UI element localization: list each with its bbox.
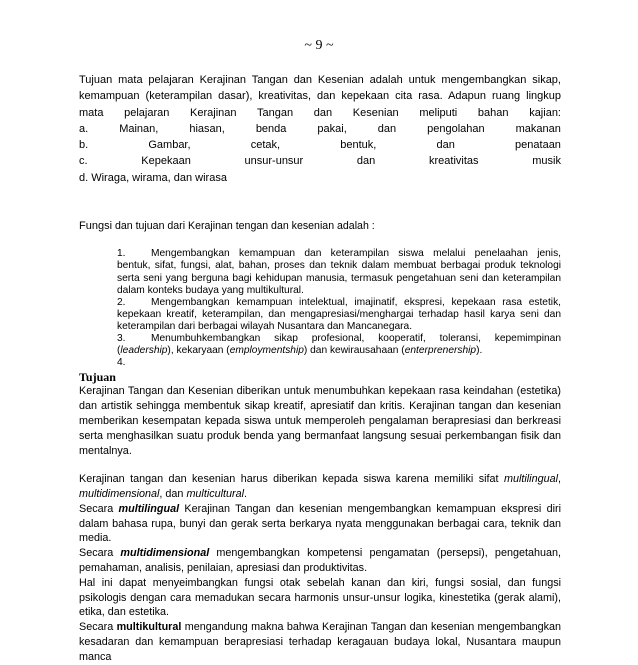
- text-run: Kerajinan Tangan dan kesenian mengembangkan kemampuan ekspresi diri dalam bahasa rupa, bunyi dan gerak serta berkarya nyata menggunakan berbagai cara, teknik dan media.: [79, 502, 561, 545]
- list-item: [117, 333, 561, 357]
- list-item-rest: [117, 345, 561, 357]
- text-run-italic: multicultural: [186, 488, 245, 501]
- text-run: (: [117, 345, 121, 357]
- text-run: mengandung makna bahwa Kerajinan Tangan dan kesenian mengembangkan kesadaran dan kemampuan berapresiasi terhadap keragauan budaya lokal, Nusantara maupun manca: [79, 621, 561, 663]
- item-marker: b.: [79, 139, 89, 152]
- item-word: unsur-unsur: [244, 155, 304, 168]
- tujuan-paragraph-3: [79, 502, 561, 546]
- page-content: [79, 72, 561, 665]
- tujuan-paragraph-6: [79, 620, 561, 664]
- item-word: makanan: [515, 122, 561, 135]
- text-run: .: [244, 488, 248, 501]
- text-run-italic: leadership: [120, 345, 168, 357]
- spacer: [79, 234, 561, 248]
- item-word: Gambar,: [148, 139, 191, 152]
- text-run-italic: multidimensional: [79, 488, 160, 501]
- text-run: Kerajinan tangan dan kesenian harus diberikan kepada siswa karena memiliki sifat: [79, 473, 504, 486]
- item-marker: c.: [79, 155, 88, 168]
- list-item-first-line: Mengembangkan kemampuan dan keterampilan siswa melalui penelaahan jenis,: [151, 248, 561, 260]
- item-word: hiasan,: [189, 122, 225, 135]
- list-number: 2.: [117, 296, 126, 308]
- text-run: ,: [558, 473, 561, 486]
- text-run: ).: [476, 345, 483, 357]
- text-run: mengembangkan kompetensi pengamatan (persepsi), pengetahuan, pemahaman, analisis, penilaian, apresiasi dan produktivitas.: [79, 547, 561, 575]
- list-number: 1.: [117, 248, 126, 260]
- item-word: pengolahan: [427, 122, 485, 135]
- text-run: Secara: [79, 502, 119, 515]
- list-item: [117, 248, 561, 296]
- item-word: benda: [255, 122, 287, 135]
- text-run-italic: enterprenership: [404, 345, 477, 357]
- list-item-rest: bentuk, sifat, fungsi, alat, bahan, proses dan teknik dalam membuat berbagai produk teknologi serta seni yang berguna bagi kehidupan manusia, termasuk pengetahuan seni dan keterampilan dalam konteks budaya yang multikultural.: [117, 260, 561, 296]
- item-word: pakai,: [317, 122, 347, 135]
- list-item-rest: kepekaan kreatif, keterampilan, dan mengapresiasi/menghargai terhadap hasil karya seni dan keterampilan dari berbagai wilayah Nusantara dan Mancanegara.: [117, 308, 561, 332]
- spacer: [79, 186, 561, 218]
- text-run: ), kekaryaan (: [167, 345, 230, 357]
- tujuan-paragraph-1: Kerajinan Tangan dan Kesenian diberikan untuk menumbuhkan kepekaan rasa keindahan (estetika) dan artistik sehingga membentuk sikap kreatif, apresiatif dan kritis. Kerajinan tangan dan kesenian memberikan kesempatan kepada siswa untuk memperoleh pengalaman berapresiasi dan berkreasi serta menghasilkan suatu produk benda yang bermanfaat langsung sesuai perkembangan fisik dan mentalnya.: [79, 385, 561, 457]
- tujuan-paragraph-2: [79, 472, 561, 502]
- text-run: , dan: [159, 488, 187, 501]
- intro-line-2: kemampuan (keterampilan dasar), kreativitas, dan kepekaan cita rasa. Adapun ruang lingkup: [79, 90, 561, 103]
- item-word: bentuk,: [340, 139, 377, 152]
- item-word: cetak,: [250, 139, 281, 152]
- item-word: dan: [436, 139, 455, 152]
- text-run: Secara: [79, 547, 121, 560]
- item-word: dan: [356, 155, 376, 168]
- item-marker: a.: [79, 122, 89, 135]
- fungsi-label: Fungsi: [79, 220, 113, 233]
- list-item: [117, 297, 561, 333]
- item-word: penataan: [515, 139, 561, 152]
- item-word: dan: [377, 122, 397, 135]
- intro-line-1: Tujuan mata pelajaran Kerajinan Tangan dan Kesenian adalah untuk mengembangkan sikap,: [79, 74, 561, 86]
- text-run-bold-italic: multidimensional: [120, 547, 210, 560]
- item-word: kreativitas: [428, 155, 479, 168]
- scope-item-a: [79, 121, 561, 137]
- text-run-bold-italic: multilingual: [118, 502, 180, 515]
- intro-line-3: mata pelajaran Kerajinan Tangan dan Kesenian meliputi bahan kajian:: [79, 106, 561, 119]
- fungsi-text: dan tujuan dari Kerajinan tengan dan kesenian adalah :: [112, 220, 375, 233]
- text-run: Secara: [79, 621, 117, 634]
- scope-item-c: [79, 153, 561, 169]
- list-item-first-line: Menumbuhkembangkan sikap profesional, kooperatif, toleransi, kepemimpinan: [151, 333, 561, 345]
- list-item: [117, 357, 561, 369]
- text-run: ) dan kewirausahaan (: [303, 345, 405, 357]
- item-word: Mainan,: [119, 122, 159, 135]
- tujuan-paragraph-5: Hal ini dapat menyeimbangkan fungsi otak sebelah kanan dan kiri, fungsi sosial, dan fungsi psikologis dengan cara memadukan secara harmonis unsur-unsur logika, kinestetika (gerak alami), etika, dan estetika.: [79, 576, 561, 619]
- page-number: ~ 9 ~: [304, 38, 334, 53]
- text-run-bold: multikultural: [116, 621, 182, 634]
- list-number: 3.: [117, 333, 126, 345]
- fungsi-line: [79, 218, 561, 234]
- fungsi-list: [117, 248, 561, 369]
- text-run-italic: multilingual: [503, 473, 558, 486]
- text-run-italic: employmentship: [229, 345, 304, 357]
- scope-item-d: d. Wiraga, wirama, dan wirasa: [79, 171, 227, 184]
- item-word: Kepekaan: [141, 155, 191, 168]
- section-heading-tujuan: Tujuan: [79, 370, 116, 385]
- scope-item-b: [79, 137, 561, 153]
- list-number: 4.: [117, 357, 126, 369]
- tujuan-paragraph-4: [79, 546, 561, 576]
- list-item-first-line: Mengembangkan kemampuan intelektual, imajinatif, ekspresi, kepekaan rasa estetik,: [151, 296, 561, 308]
- spacer: [79, 458, 561, 472]
- item-word: musik: [532, 155, 561, 168]
